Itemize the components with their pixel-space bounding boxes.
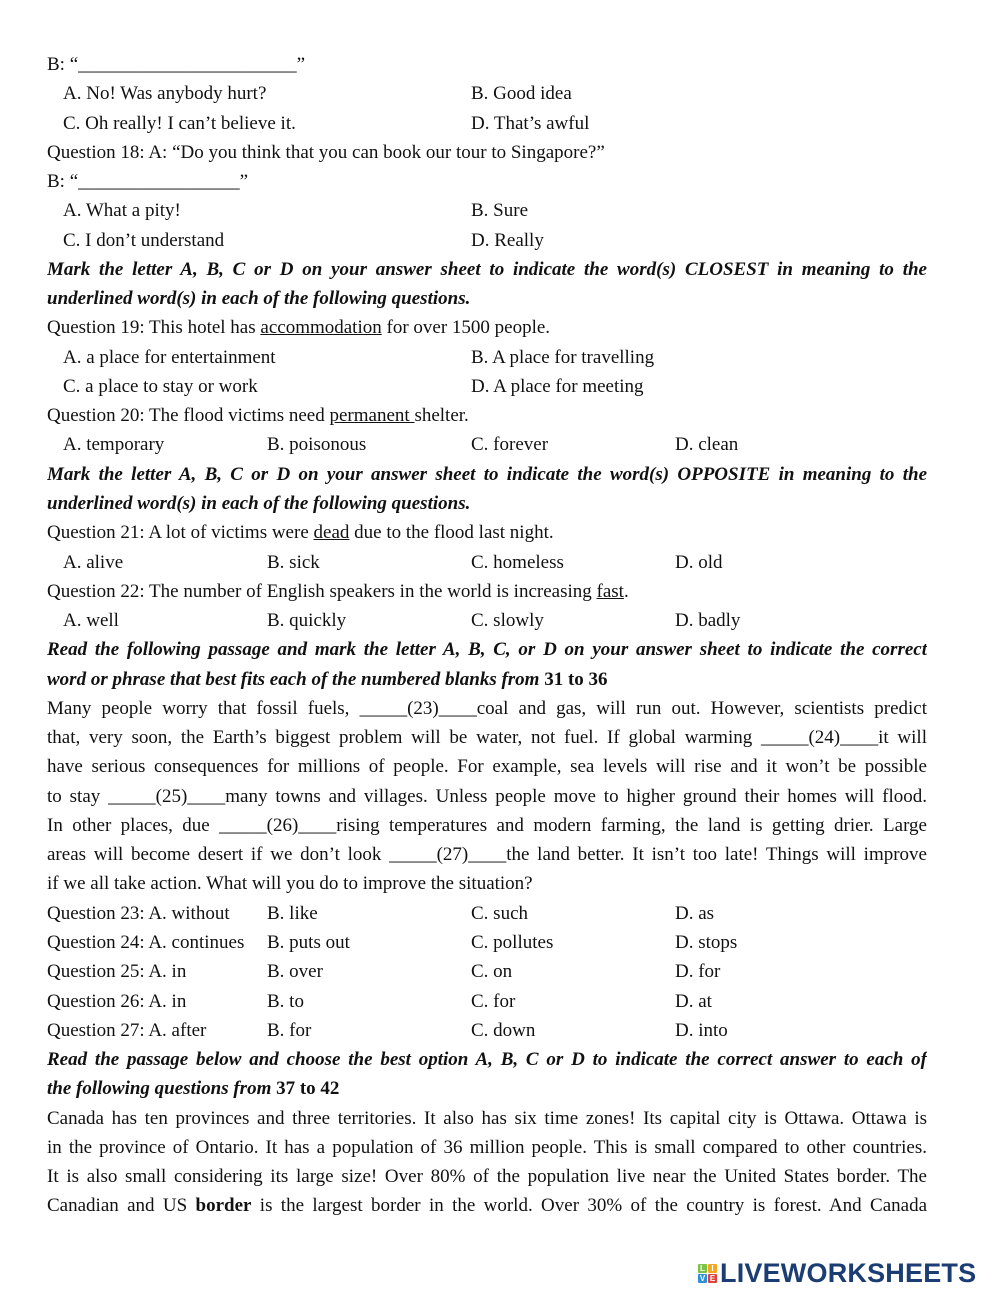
option-d[interactable]: D. That’s awful — [471, 112, 590, 134]
option-a[interactable]: A. alive — [63, 551, 124, 573]
instruction-cloze-line-2 — [47, 665, 927, 694]
option-b[interactable]: B. for — [267, 1019, 312, 1041]
stem-text: due to the flood last night. — [349, 522, 554, 544]
instruction-opposite-line-1: Mark the letter A, B, C or D on your answer sheet to indicate the word(s) OPPOSITE in meaning to the — [47, 463, 927, 485]
option-b[interactable]: B. to — [267, 990, 304, 1012]
option-c[interactable]: C. Oh really! I can’t believe it. — [63, 112, 296, 134]
option-a[interactable]: A. What a pity! — [63, 200, 181, 222]
q17-options-row-2 — [47, 109, 927, 138]
q22-stem — [47, 577, 927, 606]
option-c[interactable]: C. slowly — [471, 610, 544, 632]
passage-text: Canadian and US — [47, 1195, 196, 1217]
instruction-text: the following questions from — [47, 1078, 277, 1100]
live-tiles-icon — [698, 1264, 717, 1283]
worksheet-content — [47, 50, 927, 1221]
option-a[interactable]: A. well — [63, 610, 119, 632]
instruction-reading-line-2 — [47, 1074, 927, 1103]
option-c[interactable]: C. for — [471, 990, 516, 1012]
q20-stem — [47, 401, 927, 430]
option-b[interactable]: B. Good idea — [471, 83, 572, 105]
question-range: 31 to 36 — [544, 668, 608, 690]
option-a[interactable]: Question 26: A. in — [47, 990, 187, 1012]
option-b[interactable]: B. like — [267, 902, 318, 924]
option-c[interactable]: C. down — [471, 1019, 536, 1041]
option-b[interactable]: B. over — [267, 961, 323, 983]
logo-tile: I — [708, 1264, 717, 1273]
passage-line: if we all take action. What will you do to improve the situation? — [47, 873, 533, 895]
q18-options-row-2 — [47, 226, 927, 255]
bold-word: border — [195, 1195, 252, 1217]
passage-line: to stay _____(25)____many towns and villages. Unless people move to higher ground their homes will flood. — [47, 785, 927, 807]
option-c[interactable]: C. such — [471, 902, 528, 924]
logo-text: LIVEWORKSHEETS — [720, 1258, 977, 1288]
stem-text: Question 20: The flood victims need — [47, 405, 330, 427]
question-range: 37 to 42 — [276, 1078, 340, 1100]
option-a[interactable]: A. temporary — [63, 434, 165, 456]
passage-line: Canada has ten provinces and three territories. It also has six time zones! Its capital city is Ottawa. Ottawa is — [47, 1107, 927, 1129]
passage-line: that, very soon, the Earth’s biggest problem will be water, not fuel. If global warming _____(24)____it will — [47, 727, 927, 749]
option-c[interactable]: C. on — [471, 961, 513, 983]
q18-answer-line: B: “_________________” — [47, 171, 249, 193]
logo-tile: E — [709, 1274, 716, 1283]
passage-line: In other places, due _____(26)____rising temperatures and modern farming, the land is getting drier. Large — [47, 814, 927, 836]
underlined-word: permanent — [329, 405, 415, 427]
passage-line: in the province of Ontario. It has a population of 36 million people. This is small compared to other countries. — [47, 1136, 927, 1158]
q18-options-row-1 — [47, 196, 927, 225]
option-d[interactable]: D. clean — [675, 434, 739, 456]
option-b[interactable]: B. Sure — [471, 200, 528, 222]
instruction-closest-line-2: underlined word(s) in each of the following questions. — [47, 288, 471, 310]
logo-tile: L — [698, 1264, 707, 1273]
passage-line: Many people worry that fossil fuels, _____(23)____coal and gas, will run out. However, scientists predict — [47, 697, 927, 719]
q22-options — [47, 606, 927, 635]
passage-line — [47, 1191, 927, 1220]
stem-text: for over 1500 people. — [381, 317, 551, 339]
option-a[interactable]: A. a place for entertainment — [63, 346, 276, 368]
liveworksheets-logo — [698, 1258, 976, 1289]
underlined-word: dead — [313, 522, 350, 544]
q21-options — [47, 548, 927, 577]
option-d[interactable]: D. for — [675, 961, 721, 983]
cloze-question-23 — [47, 899, 927, 928]
underlined-word: accommodation — [260, 317, 382, 339]
instruction-opposite-line-2: underlined word(s) in each of the following questions. — [47, 492, 471, 514]
option-c[interactable]: C. a place to stay or work — [63, 375, 258, 397]
option-d[interactable]: D. Really — [471, 229, 544, 251]
option-c[interactable]: C. homeless — [471, 551, 564, 573]
q17-answer-line: B: “_______________________” — [47, 54, 306, 75]
option-b[interactable]: B. A place for travelling — [471, 346, 655, 368]
option-b[interactable]: B. sick — [267, 551, 320, 573]
cloze-question-26 — [47, 987, 927, 1016]
q19-stem — [47, 313, 927, 342]
q17-options-row-1 — [47, 79, 927, 108]
option-c[interactable]: C. I don’t understand — [63, 229, 225, 251]
stem-text: Question 22: The number of English speakers in the world is increasing — [47, 580, 597, 602]
option-b[interactable]: B. poisonous — [267, 434, 367, 456]
option-a[interactable]: A. No! Was anybody hurt? — [63, 83, 267, 105]
passage-line: areas will become desert if we don’t look _____(27)____the land better. It isn’t too late! Things will improve — [47, 844, 927, 866]
logo-tile: V — [699, 1274, 706, 1283]
option-a[interactable]: Question 27: A. after — [47, 1019, 207, 1041]
cloze-question-27 — [47, 1016, 927, 1045]
instruction-reading-line-1: Read the passage below and choose the best option A, B, C or D to indicate the correct answer to each of — [47, 1049, 927, 1071]
instruction-closest-line-1: Mark the letter A, B, C or D on your answer sheet to indicate the word(s) CLOSEST in meaning to the — [47, 258, 927, 280]
option-d[interactable]: D. badly — [675, 610, 741, 632]
option-a[interactable]: Question 23: A. without — [47, 902, 230, 924]
option-a[interactable]: Question 24: A. continues — [47, 931, 245, 953]
passage-line: have serious consequences for millions of people. For example, sea levels will rise and it won’t be possible — [47, 756, 927, 778]
option-d[interactable]: D. A place for meeting — [471, 375, 644, 397]
option-b[interactable]: B. quickly — [267, 610, 347, 632]
stem-text: Question 21: A lot of victims were — [47, 522, 314, 544]
q20-options — [47, 430, 927, 459]
option-a[interactable]: Question 25: A. in — [47, 961, 187, 983]
q19-options-row-1 — [47, 343, 927, 372]
q19-options-row-2 — [47, 372, 927, 401]
stem-text: Question 19: This hotel has — [47, 317, 261, 339]
passage-line: It is also small considering its large size! Over 80% of the population live near the United States border. The — [47, 1166, 927, 1188]
instruction-text: word or phrase that best fits each of the numbered blanks from — [47, 668, 545, 690]
stem-text: shelter. — [414, 405, 469, 427]
q18-stem: Question 18: A: “Do you think that you can book our tour to Singapore?” — [47, 141, 605, 163]
option-c[interactable]: C. forever — [471, 434, 549, 456]
cloze-question-25 — [47, 957, 927, 986]
underlined-word: fast — [596, 580, 624, 602]
instruction-cloze-line-1: Read the following passage and mark the letter A, B, C, or D on your answer sheet to indicate the correct — [47, 639, 927, 661]
option-d[interactable]: D. stops — [675, 931, 738, 953]
option-d[interactable]: D. old — [675, 551, 723, 573]
option-b[interactable]: B. puts out — [267, 931, 350, 953]
stem-text: . — [623, 580, 629, 602]
option-d[interactable]: D. into — [675, 1019, 728, 1041]
option-d[interactable]: D. as — [675, 902, 715, 924]
option-c[interactable]: C. pollutes — [471, 931, 554, 953]
q21-stem — [47, 518, 927, 547]
cloze-question-24 — [47, 928, 927, 957]
passage-text: is the largest border in the world. Over 30% of the country is forest. And Canada — [251, 1195, 927, 1217]
option-d[interactable]: D. at — [675, 990, 712, 1012]
